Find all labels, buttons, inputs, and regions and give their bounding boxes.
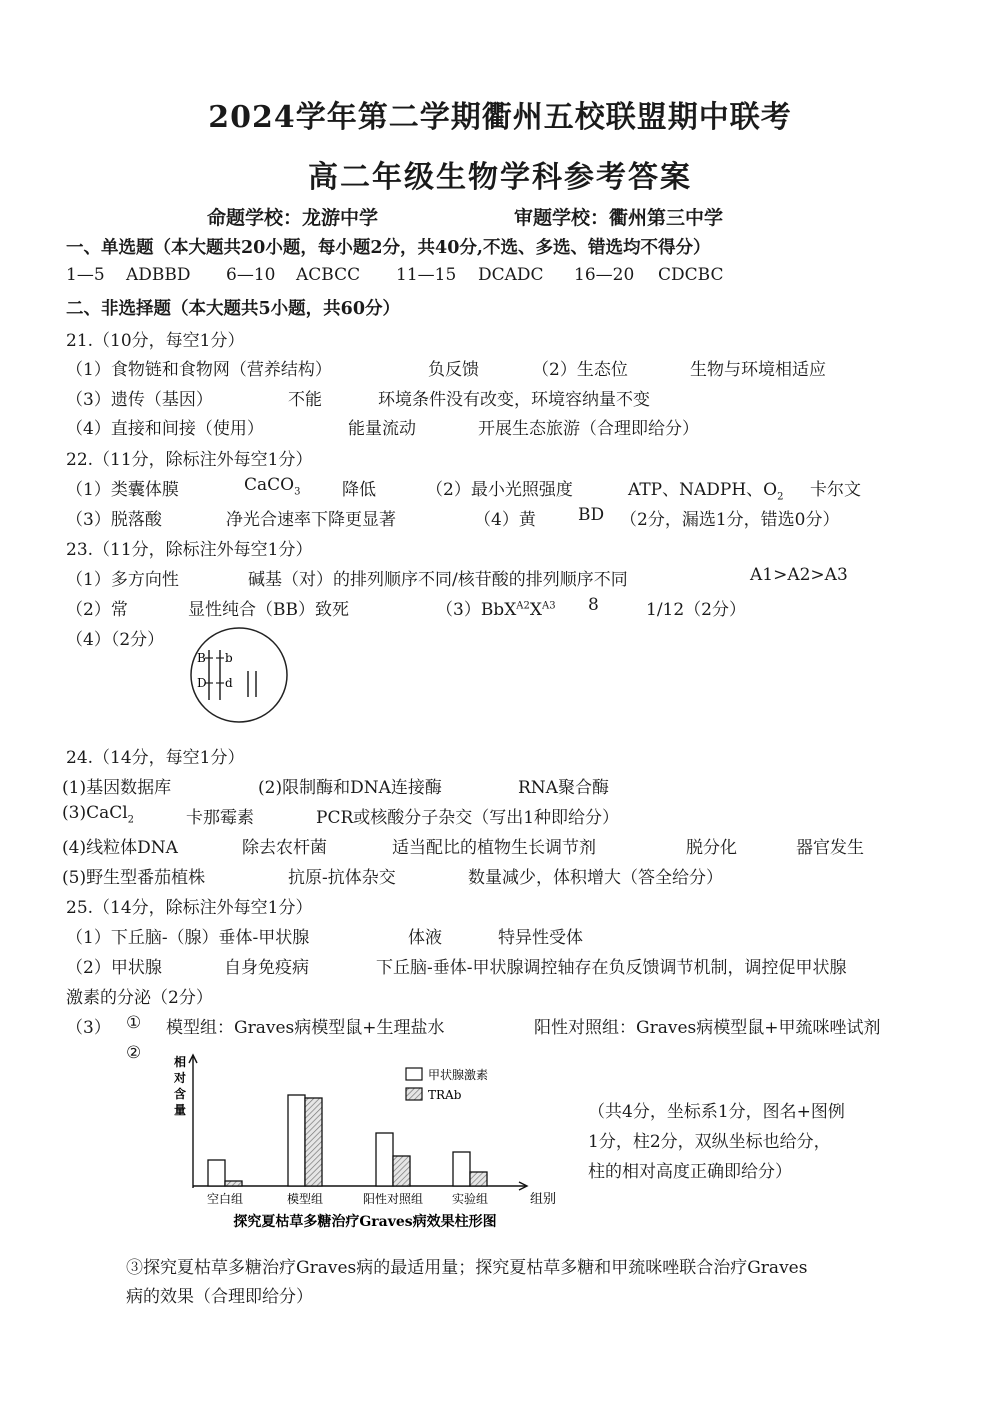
setter-school: 命题学校：龙游中学 [207, 207, 379, 229]
q22-heading: 22.（11分，除标注外每空1分） [66, 450, 313, 470]
superscript: A2 [516, 600, 530, 612]
x-tick-label: 实验组 [451, 1192, 489, 1206]
note-line: 1分，柱2分，双纵坐标也给分， [588, 1132, 831, 1152]
q25-heading: 25.（14分，除标注外每空1分） [66, 898, 313, 918]
answer: 降低 [342, 480, 376, 500]
answer: PCR或核酸分子杂交（写出1种即给分） [316, 808, 620, 828]
answer [244, 475, 300, 497]
answer: （2分，漏选1分，错选0分） [620, 510, 840, 530]
grading-note [588, 1097, 845, 1187]
answer: 自身免疫病 [224, 958, 309, 978]
answer: 体液 [408, 928, 442, 948]
x-tick-label: 空白组 [206, 1192, 244, 1206]
bar-thyroid-hormone [376, 1133, 393, 1186]
answer: （2）生态位 [532, 360, 628, 380]
note-line: （共4分，坐标系1分，图名+图例 [588, 1102, 845, 1122]
answer: 抗原-抗体杂交 [288, 868, 396, 888]
answer: 卡尔文 [810, 480, 861, 500]
answer: 卡那霉素 [186, 808, 254, 828]
answer: （3） [66, 1018, 111, 1038]
answer: 开展生态旅游（合理即给分） [478, 419, 699, 439]
subscript: 2 [777, 491, 784, 503]
answer: （2）常 [66, 600, 128, 620]
answer: (1)基因数据库 [62, 778, 172, 798]
answer: 脱分化 [686, 838, 737, 858]
answer: 阳性对照组：Graves病模型鼠+甲巯咪唑试剂 [534, 1018, 881, 1038]
x-axis-label: 组别 [530, 1192, 557, 1207]
answer: RNA聚合酶 [518, 778, 609, 798]
bar-thyroid-hormone [288, 1095, 305, 1186]
answer: 显性纯合（BB）致死 [188, 600, 349, 620]
legend-label: 甲状腺激素 [428, 1068, 489, 1082]
cell-membrane [191, 628, 287, 722]
bar-chart [160, 1048, 570, 1238]
subscript: 3 [294, 486, 301, 498]
answer: 净光合速率下降更显著 [226, 510, 396, 530]
bar-trab [393, 1156, 410, 1186]
answer: （1）下丘脑-（腺）垂体-甲状腺 [66, 928, 310, 948]
answer: （2）甲状腺 [66, 958, 162, 978]
allele-label: b [225, 651, 233, 665]
answer: 下丘脑-垂体-甲状腺调控轴存在负反馈调节机制，调控促甲状腺 [376, 958, 847, 978]
y-axis-label-char: 相 [174, 1055, 187, 1069]
answer: （1）多方向性 [66, 570, 179, 590]
answer: （3）脱落酸 [66, 510, 162, 530]
q23-heading: 23.（11分，除标注外每空1分） [66, 540, 313, 560]
formula-o: ATP、NADPH、O [628, 480, 778, 500]
legend-swatch-white [406, 1068, 422, 1080]
cell-diagram [188, 624, 298, 724]
subscript: 2 [127, 814, 135, 826]
answer: 不能 [288, 390, 322, 410]
answer [62, 803, 134, 825]
y-axis-label-char: 对 [174, 1071, 187, 1085]
y-axis-label-char: 量 [174, 1103, 187, 1117]
q25-line4: ③探究夏枯草多糖治疗Graves病的最适用量；探究夏枯草多糖和甲巯咪唑联合治疗Graves [126, 1258, 808, 1278]
answer: 除去农杆菌 [242, 838, 327, 858]
answer: （1）食物链和食物网（营养结构） [66, 360, 332, 380]
answer: （2）最小光照强度 [426, 480, 573, 500]
x-tick-label: 模型组 [286, 1192, 324, 1206]
formula-caco: CaCO [244, 475, 295, 495]
q24-heading: 24.（14分，每空1分） [66, 748, 245, 768]
allele-label: B [197, 651, 206, 665]
formula-cacl: (3)CaCl [62, 803, 128, 823]
bar-thyroid-hormone [208, 1160, 225, 1186]
reviewer-school: 审题学校：衢州第三中学 [514, 207, 724, 229]
answer: A1>A2>A3 [750, 565, 848, 585]
answer: 能量流动 [348, 419, 416, 439]
superscript: A3 [542, 600, 556, 612]
genotype-base: （3）BbX [436, 600, 517, 620]
bar-trab [305, 1098, 322, 1186]
mc-range: 1—5 [66, 265, 105, 285]
q25-line2-cont: 激素的分泌（2分） [66, 988, 213, 1008]
y-axis-label [173, 1054, 186, 1117]
answer: 1/12（2分） [646, 600, 746, 620]
circled-marker-2: ② [126, 1043, 142, 1063]
genotype-x: X [529, 600, 542, 620]
legend-label: TRAb [428, 1088, 462, 1102]
mc-keys: CDCBC [658, 265, 724, 285]
answer: （1）类囊体膜 [66, 480, 179, 500]
answer: （4）黄 [474, 510, 536, 530]
allele-label: D [197, 676, 207, 690]
answer: 特异性受体 [498, 928, 583, 948]
allele-label: d [225, 676, 233, 690]
q21-heading: 21.（10分，每空1分） [66, 331, 245, 351]
circled-marker: ① [126, 1013, 142, 1033]
answer: （3）遗传（基因） [66, 390, 213, 410]
answer: 模型组：Graves病模型鼠+生理盐水 [166, 1018, 445, 1038]
answer [628, 475, 783, 502]
answer: 生物与环境相适应 [690, 360, 826, 380]
answer: 适当配比的植物生长调节剂 [392, 838, 596, 858]
section1-heading: 一、单选题（本大题共20小题，每小题2分，共40分,不选、多选、错选均不得分） [66, 238, 711, 258]
q25-line4-cont: 病的效果（合理即给分） [126, 1287, 313, 1307]
q23-line3: （4）（2分） [66, 630, 165, 650]
document-subtitle: 高二年级生物学科参考答案 [308, 160, 692, 195]
answer: 8 [588, 595, 599, 615]
answer: 环境条件没有改变，环境容纳量不变 [378, 390, 650, 410]
answer: (5)野生型番茄植株 [62, 868, 206, 888]
answer: (4)线粒体DNA [62, 838, 178, 858]
legend-swatch-hatched [406, 1088, 422, 1100]
mc-range: 16—20 [574, 265, 635, 285]
answer: （4）直接和间接（使用） [66, 419, 264, 439]
mc-range: 11—15 [396, 265, 457, 285]
answer: 器官发生 [796, 838, 864, 858]
y-axis-label-char: 含 [174, 1087, 187, 1101]
bar-trab [225, 1181, 242, 1186]
bar-trab [470, 1172, 487, 1186]
document-title: 2024学年第二学期衢州五校联盟期中联考 [208, 100, 792, 135]
chart-title: 探究夏枯草多糖治疗Graves病效果柱形图 [233, 1214, 497, 1230]
answer: 数量减少，体积增大（答全给分） [468, 868, 723, 888]
answer: (2)限制酶和DNA连接酶 [258, 778, 442, 798]
answer: 碱基（对）的排列顺序不同/核苷酸的排列顺序不同 [248, 570, 628, 590]
mc-keys: ADBBD [126, 265, 191, 285]
answer: BD [578, 505, 605, 525]
x-tick-label: 阳性对照组 [362, 1192, 424, 1206]
mc-range: 6—10 [226, 265, 276, 285]
mc-keys: ACBCC [296, 265, 361, 285]
bar-thyroid-hormone [453, 1152, 470, 1186]
answer: 负反馈 [428, 360, 479, 380]
genotype [436, 595, 556, 620]
mc-keys: DCADC [478, 265, 544, 285]
note-line: 柱的相对高度正确即给分） [588, 1162, 792, 1182]
section2-heading: 二、非选择题（本大题共5小题，共60分） [66, 299, 401, 319]
